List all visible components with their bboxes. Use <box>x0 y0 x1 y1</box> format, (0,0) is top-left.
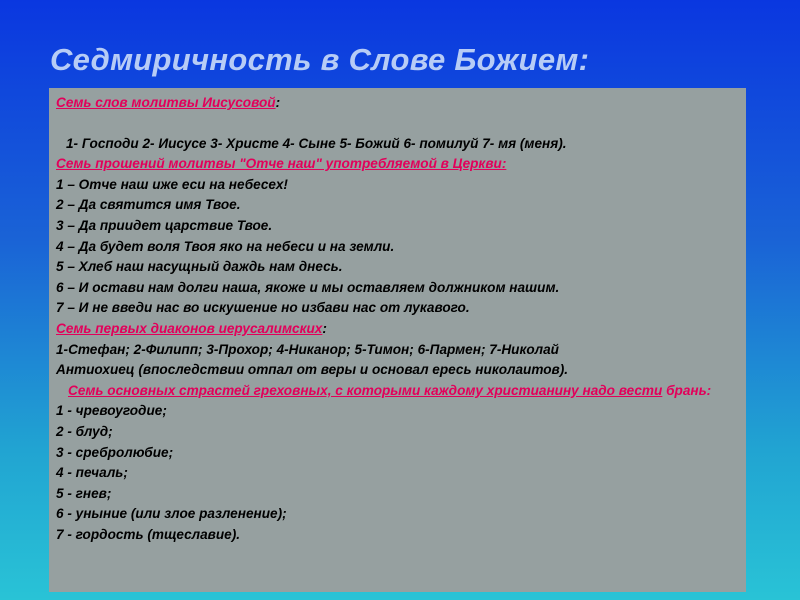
page-title: Седмиричность в Слове Божием: <box>50 42 590 77</box>
deacons-line: Антиохиец (впоследствии отпал от веры и основал ересь николаитов). <box>56 362 569 378</box>
lords-prayer-heading: Семь прошений молитвы "Отче наш" употребляемой в Церкви: <box>56 156 507 172</box>
prayer-words-heading: Семь слов молитвы Иисусовой: <box>56 95 281 110</box>
list-item: 4 – Да будет воля Твоя яко на небеси и на земли. <box>56 238 395 254</box>
list-item: 5 – Хлеб наш насущный даждь нам днесь. <box>56 259 343 275</box>
list-item: 2 – Да святится имя Твое. <box>56 197 241 213</box>
list-item: 5 - гнев; <box>56 485 112 501</box>
list-item: 4 - печаль; <box>56 465 128 481</box>
deacons-heading: Семь первых диаконов иерусалимских: <box>56 320 327 336</box>
list-item: 7 - гордость (тщеславие). <box>56 526 241 542</box>
passions-heading: Семь основных страстей греховных, с которыми каждому христианину надо вести брань: <box>68 382 712 398</box>
list-item: 3 – Да приидет царствие Твое. <box>56 217 273 233</box>
list-item: 6 - уныние (или злое разленение); <box>56 506 287 522</box>
list-item: 1 – Отче наш иже еси на небесех! <box>56 176 288 192</box>
list-item: 2 - блуд; <box>56 423 113 439</box>
list-item: 3 - сребролюбие; <box>56 444 174 460</box>
list-item: 1 - чревоугодие; <box>56 403 167 419</box>
deacons-line: 1-Стефан; 2-Филипп; 3-Прохор; 4-Никанор; 5-Тимон; 6-Пармен; 7-Николай <box>56 341 559 357</box>
list-item: 7 – И не введи нас во искушение но избави нас от лукавого. <box>56 300 470 316</box>
prayer-words-line: 1- Господи 2- Иисусе 3- Христе 4- Сыне 5- Божий 6- помилуй 7- мя (меня). <box>66 135 567 151</box>
spacer <box>56 114 746 134</box>
list-item: 6 – И остави нам долги наша, якоже и мы оставляем должником нашим. <box>56 279 560 295</box>
content-text <box>56 93 746 545</box>
